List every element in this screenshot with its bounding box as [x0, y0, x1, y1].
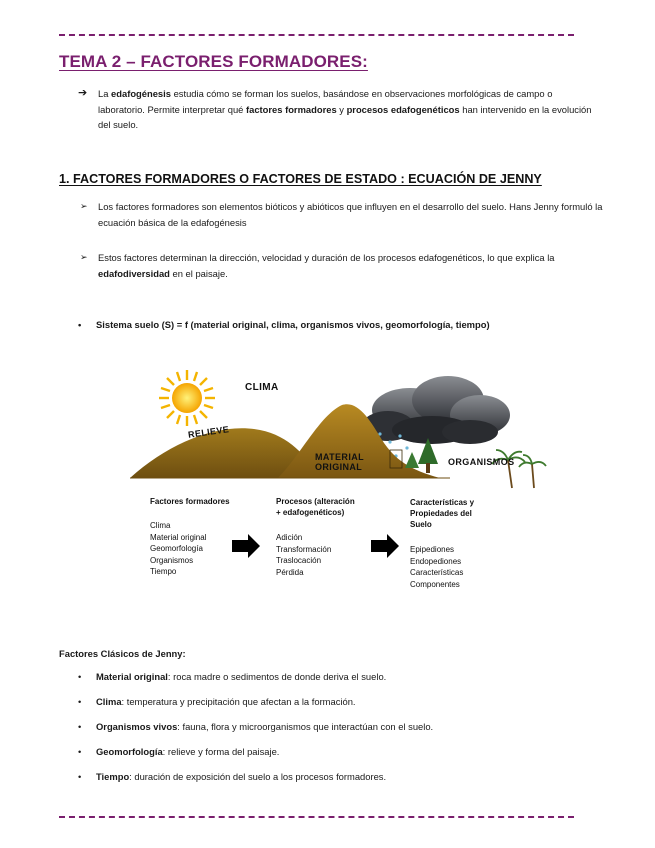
- bullet-icon: •: [78, 771, 82, 782]
- list-item: ➢ Estos factores determinan la dirección, velocidad y duración de los procesos edafogenéticos, lo que explica la edafodiversidad en el paisaje.: [80, 252, 555, 279]
- intro-paragraph: ➔ La edafogénesis estudia cómo se forman los suelos, basándose en observaciones morfológicas de campo o laboratorio. Permite interpretar qué factores formadores y procesos edafogenéticos han intervenido en la evolución del suelo.: [78, 87, 592, 130]
- list-item: • Clima: temperatura y precipitación que afectan a la formación.: [78, 696, 356, 707]
- page-title: TEMA 2 – FACTORES FORMADORES:: [59, 52, 368, 71]
- soil-formation-diagram: [110, 360, 570, 605]
- top-divider: [59, 34, 574, 36]
- jenny-equation: Sistema suelo (S) = f (material original, clima, organismos vivos, geomorfología, tiempo): [96, 319, 490, 330]
- cloud-icon: [362, 376, 510, 444]
- list-item: • Geomorfología: relieve y forma del paisaje.: [78, 746, 280, 757]
- bullet-arrow-icon: ➢: [80, 252, 88, 262]
- bullet-arrow-icon: ➢: [80, 201, 88, 211]
- label-organismos: ORGANISMOS: [448, 457, 515, 467]
- equation-item: [78, 319, 490, 330]
- bullet-icon: •: [78, 721, 82, 732]
- col3-list: Epipediones Endopediones Características Componentes: [410, 545, 464, 589]
- bullet-icon: •: [78, 671, 82, 682]
- col2-list: Adición Transformación Traslocación Pérdida: [276, 533, 332, 577]
- section-heading: 1. FACTORES FORMADORES O FACTORES DE ESTADO : ECUACIÓN DE JENNY: [59, 172, 542, 186]
- list-item: • Tiempo: duración de exposición del suelo a los procesos formadores.: [78, 771, 387, 782]
- bullet-icon: •: [78, 696, 82, 707]
- palm-icon: [492, 450, 546, 488]
- label-material: MATERIAL ORIGINAL: [315, 452, 365, 472]
- bullet-icon: •: [78, 319, 82, 330]
- col2-title: Procesos (alteración + edafogenéticos): [276, 497, 355, 517]
- bottom-divider: [59, 816, 574, 818]
- sun-icon: [159, 370, 215, 426]
- classic-factors-title: Factores Clásicos de Jenny:: [59, 648, 186, 659]
- list-item: ➢ Los factores formadores son elementos bióticos y abióticos que influyen en el desarrollo del suelo. Hans Jenny formuló la ecuación básica de la edafogénesis: [80, 201, 603, 228]
- col1-list: Clima Material original Geomorfología Organismos Tiempo: [150, 521, 207, 576]
- arrow-right-icon: [232, 534, 260, 558]
- col1-title: Factores formadores: [150, 497, 230, 506]
- list-item: • Material original: roca madre o sedimentos de donde deriva el suelo.: [78, 671, 387, 682]
- bullet-icon: •: [78, 746, 82, 757]
- col3-title: Características y Propiedades del Suelo: [410, 498, 475, 529]
- label-clima: CLIMA: [245, 382, 279, 393]
- arrow-right-icon: [371, 534, 399, 558]
- label-relieve: RELIEVE: [187, 424, 230, 440]
- arrow-right-icon: ➔: [78, 87, 88, 99]
- list-item: • Organismos vivos: fauna, flora y microorganismos que interactúan con el suelo.: [78, 721, 434, 732]
